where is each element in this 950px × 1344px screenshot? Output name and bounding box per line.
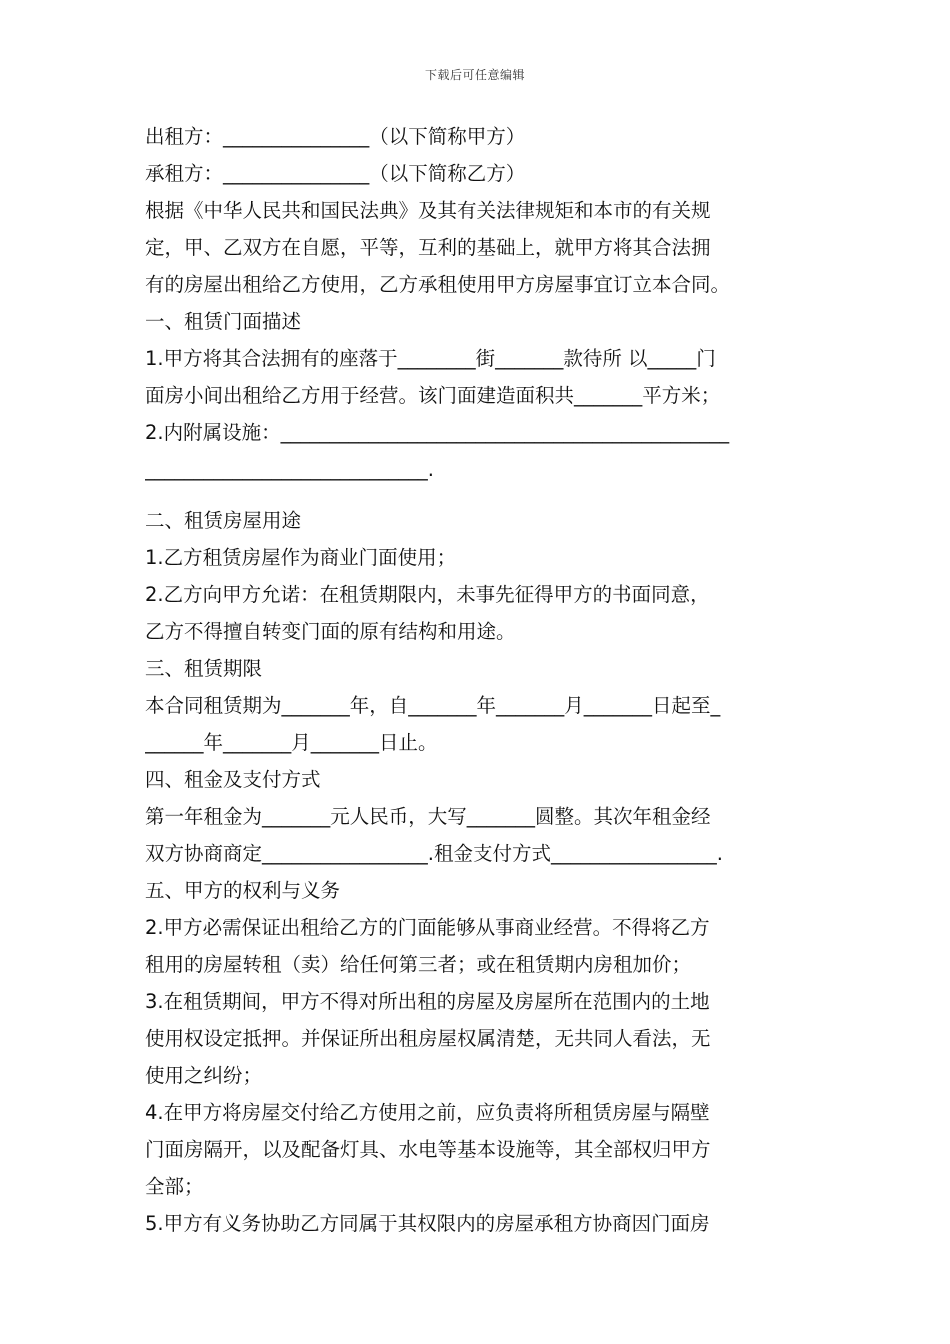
clause-line: 面房小间出租给乙方用于经营。该门面建造面积共_______平方米； bbox=[145, 384, 721, 407]
lessee-line: 承租方：_______________（以下简称乙方） bbox=[145, 162, 526, 185]
clause-line: 第一年租金为_______元人民币，大写_______圆整。其次年租金经 bbox=[145, 805, 711, 828]
page-header: 下载后可任意编辑 bbox=[424, 68, 525, 82]
clause-line: 使用之纠纷； bbox=[145, 1064, 263, 1087]
clause-line: 租用的房屋转租（卖）给任何第三者；或在租赁期内房租加价； bbox=[145, 953, 692, 976]
preamble-line: 有的房屋出租给乙方使用，乙方承租使用甲方房屋事宜订立本合同。 bbox=[145, 273, 731, 296]
section-heading: 一、租赁门面描述 bbox=[145, 310, 302, 333]
clause-line: ______年_______月_______日止。 bbox=[145, 731, 438, 754]
clause-line: 4.在甲方将房屋交付给乙方使用之前，应负责将所租赁房屋与隔壁 bbox=[145, 1101, 710, 1124]
clause-line: 乙方不得擅自转变门面的原有结构和用途。 bbox=[145, 620, 516, 643]
section-heading: 二、租赁房屋用途 bbox=[145, 509, 302, 532]
clause-line: 使用权设定抵押。并保证所出租房屋权属清楚，无共同人看法，无 bbox=[145, 1027, 711, 1050]
section-heading: 三、租赁期限 bbox=[145, 657, 263, 680]
clause-line: 双方协商商定_________________.租金支付方式_________________. bbox=[145, 842, 723, 865]
clause-line: 2.甲方必需保证出租给乙方的门面能够从事商业经营。不得将乙方 bbox=[145, 916, 710, 939]
clause-line: 1.乙方租赁房屋作为商业门面使用； bbox=[145, 546, 457, 569]
clause-line: 2.内附属设施：______________________________________________ bbox=[145, 421, 730, 444]
clause-line: 门面房隔开，以及配备灯具、水电等基本设施等，其全部权归甲方 bbox=[145, 1138, 711, 1161]
section-heading: 五、甲方的权利与义务 bbox=[145, 879, 341, 902]
clause-line: 全部； bbox=[145, 1175, 204, 1198]
clause-line: 本合同租赁期为_______年，自_______年_______月_______日起至_ bbox=[145, 694, 721, 717]
clause-line: 1.甲方将其合法拥有的座落于________街_______款待所 以_____门 bbox=[145, 347, 716, 370]
clause-line: 3.在租赁期间，甲方不得对所出租的房屋及房屋所在范围内的土地 bbox=[145, 990, 710, 1013]
preamble-line: 根据《中华人民共和国民法典》及其有关法律规矩和本市的有关规 bbox=[145, 199, 711, 222]
paragraph-gap bbox=[145, 488, 807, 502]
clause-line: 2.乙方向甲方允诺：在租赁期限内，未事先征得甲方的书面同意， bbox=[145, 583, 710, 606]
preamble-line: 定，甲、乙双方在自愿，平等，互利的基础上，就甲方将其合法拥 bbox=[145, 236, 711, 259]
clause-line: _____________________________. bbox=[145, 458, 434, 481]
lessor-line: 出租方：_______________（以下简称甲方） bbox=[145, 125, 526, 148]
clause-line: 5.甲方有义务协助乙方同属于其权限内的房屋承租方协商因门面房 bbox=[145, 1212, 710, 1235]
section-heading: 四、租金及支付方式 bbox=[145, 768, 321, 791]
document-body bbox=[145, 118, 807, 1242]
